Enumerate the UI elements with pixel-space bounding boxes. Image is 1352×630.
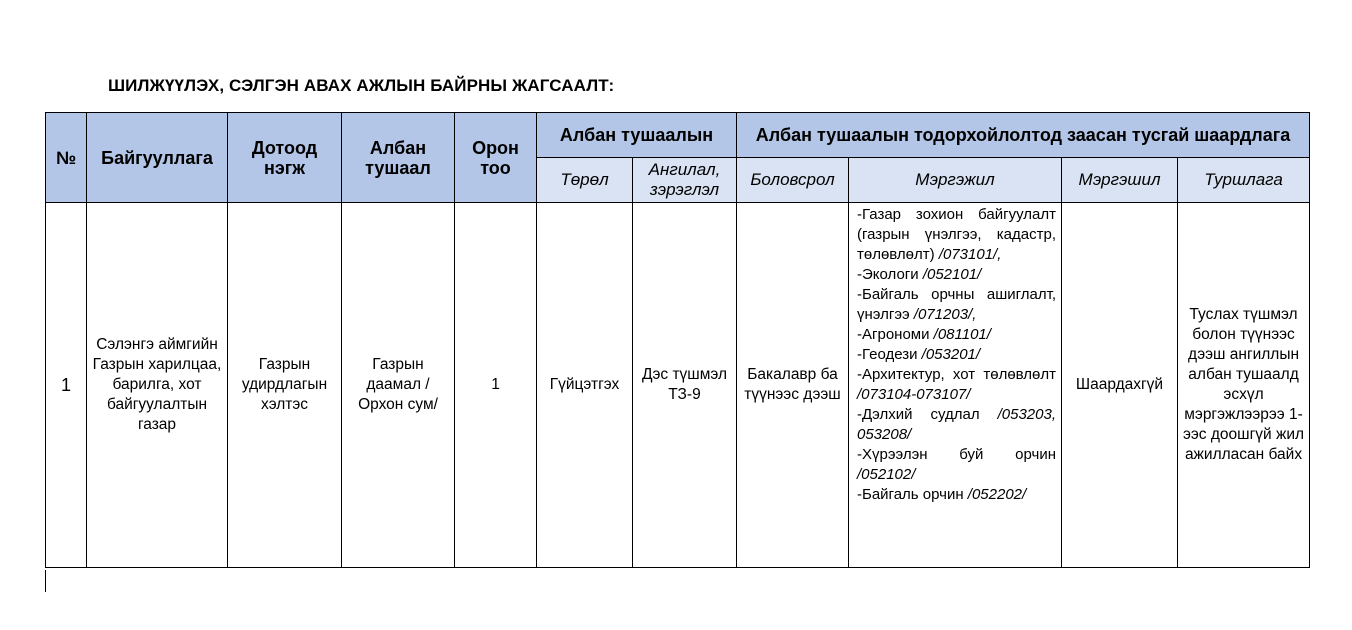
profession-item	[857, 345, 1056, 365]
cell-rank: Дэс түшмэл ТЗ-9	[633, 203, 737, 568]
cell-count: 1	[455, 203, 537, 568]
header-profession: Мэргэжил	[849, 158, 1062, 203]
profession-name: -Архитектур, хот төлөвлөлт	[857, 366, 1056, 383]
profession-item	[857, 365, 1056, 405]
profession-code: /052101/	[922, 266, 982, 283]
cell-unit: Газрын удирдлагын хэлтэс	[228, 203, 342, 568]
cell-experience: Туслах түшмэл болон түүнээс дээш ангиллын албан тушаалд эсхүл мэргэжлээрээ 1-ээс доошгүй жил ажилласан байх	[1178, 203, 1310, 568]
header-count: Орон тоо	[455, 113, 537, 203]
profession-item	[857, 285, 1056, 325]
profession-name: -Экологи	[857, 266, 919, 283]
cell-position: Газрын даамал /Орхон сум/	[342, 203, 455, 568]
profession-name: -Агрономи	[857, 326, 930, 343]
header-unit: Дотоод нэгж	[228, 113, 342, 203]
profession-name: -Байгаль орчин	[857, 486, 964, 503]
header-position-group: Албан тушаалын	[537, 113, 737, 158]
profession-item	[857, 445, 1056, 485]
cell-qualification: Шаардахгүй	[1062, 203, 1178, 568]
profession-item	[857, 325, 1056, 345]
profession-code: /053203, 053208/	[857, 406, 1056, 443]
table-row	[46, 203, 1310, 568]
cell-type: Гүйцэтгэх	[537, 203, 633, 568]
cell-number: 1	[46, 203, 87, 568]
header-education: Боловсрол	[737, 158, 849, 203]
header-qualification: Мэргэшил	[1062, 158, 1178, 203]
header-requirements-group: Албан тушаалын тодорхойлолтод заасан тусгай шаардлага	[737, 113, 1310, 158]
document-title: ШИЛЖҮҮЛЭХ, СЭЛГЭН АВАХ АЖЛЫН БАЙРНЫ ЖАГСААЛТ:	[108, 76, 615, 95]
cell-organization: Сэлэнгэ аймгийн Газрын харилцаа, барилга, хот байгуулалтын газар	[87, 203, 228, 568]
header-number: №	[46, 113, 87, 203]
job-list-table	[45, 112, 1310, 568]
header-organization: Байгууллага	[87, 113, 228, 203]
header-type: Төрөл	[537, 158, 633, 203]
profession-code: /081101/	[933, 326, 991, 343]
profession-item	[857, 265, 1056, 285]
profession-name: -Геодези	[857, 346, 918, 363]
cell-profession	[849, 203, 1062, 568]
profession-code: /073104-073107/	[857, 386, 971, 403]
cell-education: Бакалавр ба түүнээс дээш	[737, 203, 849, 568]
profession-name: -Байгаль орчны ашиглалт, үнэлгээ	[857, 286, 1056, 323]
profession-name: -Газар зохион байгуулалт (газрын үнэлгээ, кадастр, төлөвлөлт)	[857, 206, 1056, 263]
header-rank: Ангилал, зэрэглэл	[633, 158, 737, 203]
header-position: Албан тушаал	[342, 113, 455, 203]
header-experience: Туршлага	[1178, 158, 1310, 203]
profession-code: /052102/	[857, 466, 916, 483]
profession-code: /071203/,	[913, 306, 977, 323]
profession-item	[857, 485, 1056, 505]
text-cursor	[45, 570, 46, 592]
profession-code: /073101/,	[938, 246, 1002, 263]
profession-code: /052202/	[967, 486, 1027, 503]
profession-code: /053201/	[921, 346, 981, 363]
profession-name: -Дэлхий судлал	[857, 406, 980, 423]
profession-item	[857, 205, 1056, 265]
profession-item	[857, 405, 1056, 445]
profession-name: -Хүрээлэн буй орчин	[857, 446, 1056, 463]
